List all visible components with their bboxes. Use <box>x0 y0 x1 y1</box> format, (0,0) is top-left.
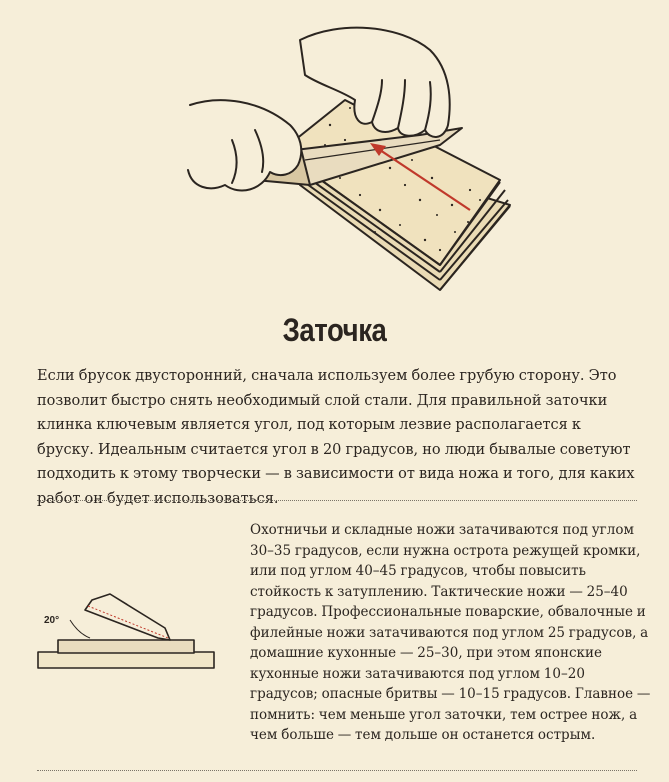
intro-paragraph: Если брусок двусторонний, сначала используем более грубую сторону. Это позволит быстро снять необходимый слой стали. Для правильной заточки клинка ключевым является угол, под которым лезвие располагается к бруску. Идеальным считается угол в 20 градусов, но люди бывалые советуют подходить к этому творчески — в зависимости от вида ножа и того, для каких работ он будет использоваться. <box>37 368 635 507</box>
stone-top <box>58 640 194 653</box>
sharpening-stone-illustration <box>0 0 669 300</box>
page-title: Заточка <box>282 312 387 348</box>
angle-arc <box>70 620 90 638</box>
blade-shape <box>85 594 170 640</box>
details-paragraph: Охотничьи и складные ножи затачиваются под углом 30–35 градусов, если нужна острота режущей кромки, или под углом 40–45 градусов, чтобы повысить стойкость к затуплению. Тактические ножи — 25–40 градусов. Профессиональные поварские, обвалочные и филейные ножи затачиваются под углом 25 градусов, а домашние кухонные — 25–30, при этом японские кухонные ножи затачиваются под углом 10–20 градусов; опасные бритвы — 10–15 градусов. Главное — помнить: чем меньше угол заточки, тем острее нож, а чем больше — тем дольше он останется острым. <box>250 522 651 743</box>
divider-top <box>37 500 637 501</box>
divider-bottom <box>37 770 637 771</box>
stone-base <box>38 652 214 668</box>
angle-label: 20° <box>44 615 60 626</box>
knife-angle-diagram <box>30 580 230 680</box>
